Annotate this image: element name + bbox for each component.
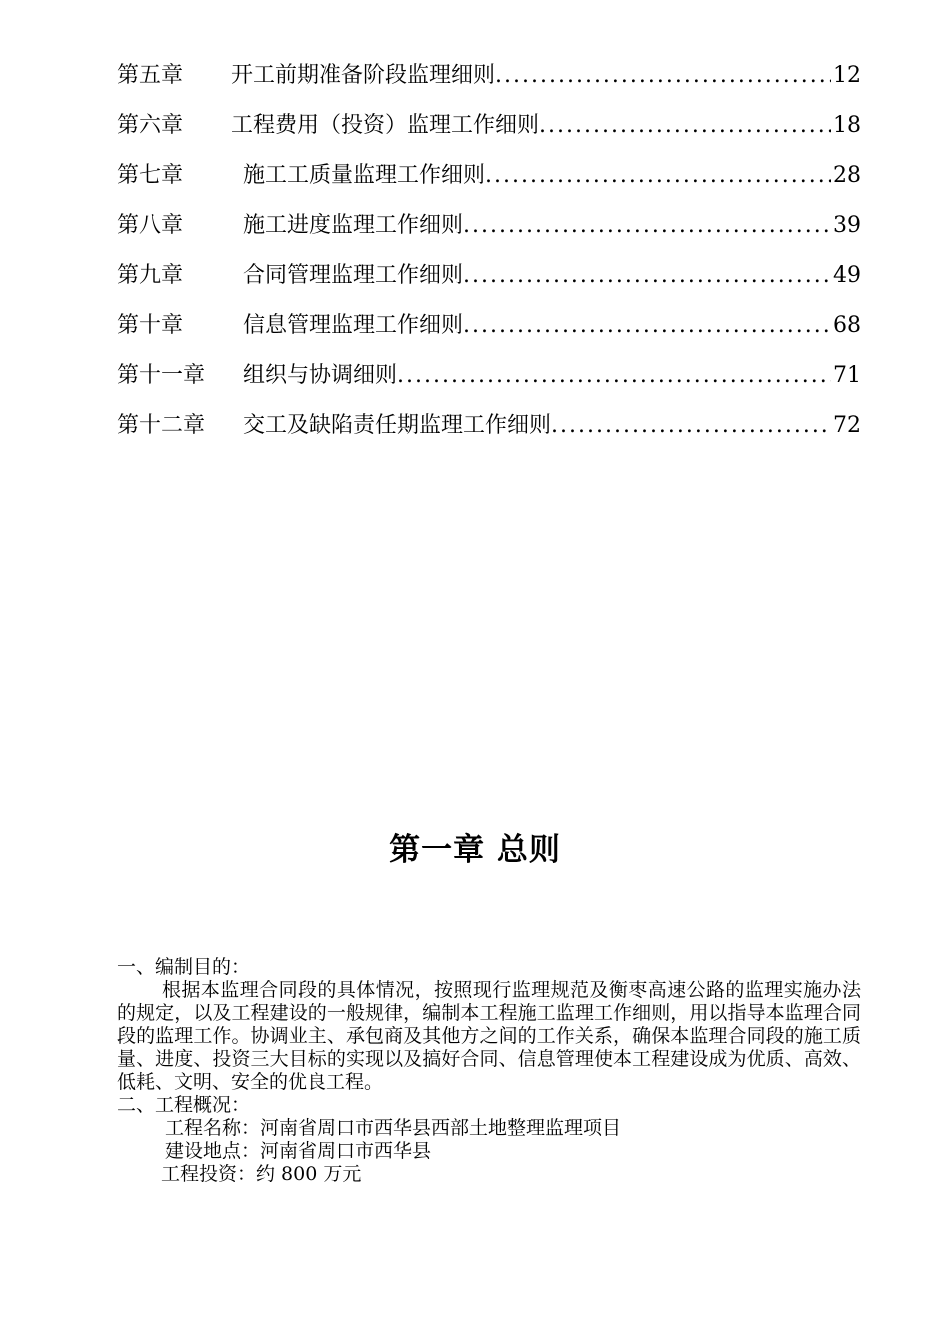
- toc-leader-dots: [463, 258, 831, 294]
- section-heading-overview: 二、工程概况：: [117, 1094, 251, 1116]
- toc-chapter-number: 第十一章: [117, 363, 206, 388]
- toc-page-number: 28: [833, 163, 861, 188]
- toc-leader-dots: [495, 58, 831, 94]
- toc-leader-dots: [539, 108, 831, 144]
- toc-entry[interactable]: [117, 258, 861, 308]
- toc-chapter-number: 第十二章: [117, 413, 206, 438]
- toc-page-number: 68: [833, 313, 861, 338]
- toc-entry[interactable]: [117, 308, 861, 358]
- section-heading-purpose: 一、编制目的：: [117, 956, 251, 978]
- toc-chapter-title: 信息管理监理工作细则: [243, 313, 464, 338]
- purpose-paragraph: 根据本监理合同段的具体情况，按照现行监理规范及衡枣高速公路的监理实施办法的规定，以及工程建设的一般规律，编制本工程施工监理工作细则，用以指导本监理合同段的监理工作。协调业主、承包商及其他方之间的工作关系，确保本监理合同段的施工质量、进度、投资三大目标的实现以及搞好合同、信息管理使本工程建设成为优质、高效、低耗、文明、安全的优良工程。: [117, 979, 861, 1093]
- toc-chapter-title: 施工工质量监理工作细则: [243, 163, 486, 188]
- project-location-line: 建设地点：河南省周口市西华县: [165, 1140, 432, 1162]
- toc-entry[interactable]: [117, 58, 861, 108]
- toc-page-number: 71: [833, 363, 861, 388]
- chapter-body: [117, 956, 861, 1186]
- toc-leader-dots: [463, 308, 831, 344]
- project-investment-line: 工程投资：约 800 万元: [161, 1163, 362, 1185]
- toc-entry[interactable]: [117, 108, 861, 158]
- toc-entry[interactable]: [117, 408, 861, 458]
- toc-chapter-number: 第六章: [117, 113, 184, 138]
- toc-chapter-title: 施工进度监理工作细则: [243, 213, 464, 238]
- toc-leader-dots: [397, 358, 831, 394]
- project-name-line: 工程名称：河南省周口市西华县西部土地整理监理项目: [165, 1117, 622, 1139]
- toc-page-number: 49: [833, 263, 861, 288]
- toc-chapter-title: 开工前期准备阶段监理细则: [231, 63, 496, 88]
- toc-chapter-number: 第七章: [117, 163, 184, 188]
- toc-chapter-number: 第十章: [117, 313, 184, 338]
- toc-chapter-number: 第九章: [117, 263, 184, 288]
- toc-entry[interactable]: [117, 208, 861, 258]
- table-of-contents: [117, 58, 861, 458]
- toc-page-number: 18: [833, 113, 861, 138]
- toc-leader-dots: [551, 408, 831, 444]
- toc-entry[interactable]: [117, 158, 861, 208]
- toc-chapter-title: 组织与协调细则: [243, 363, 398, 388]
- toc-page-number: 72: [833, 413, 861, 438]
- toc-chapter-title: 交工及缺陷责任期监理工作细则: [243, 413, 552, 438]
- toc-entry[interactable]: [117, 358, 861, 408]
- toc-chapter-title: 合同管理监理工作细则: [243, 263, 464, 288]
- toc-page-number: 39: [833, 213, 861, 238]
- toc-chapter-number: 第五章: [117, 63, 184, 88]
- toc-page-number: 12: [833, 63, 861, 88]
- toc-chapter-title: 工程费用（投资）监理工作细则: [231, 113, 540, 138]
- chapter-heading: 第一章 总则: [389, 832, 561, 868]
- toc-chapter-number: 第八章: [117, 213, 184, 238]
- toc-leader-dots: [463, 208, 831, 244]
- toc-leader-dots: [485, 158, 831, 194]
